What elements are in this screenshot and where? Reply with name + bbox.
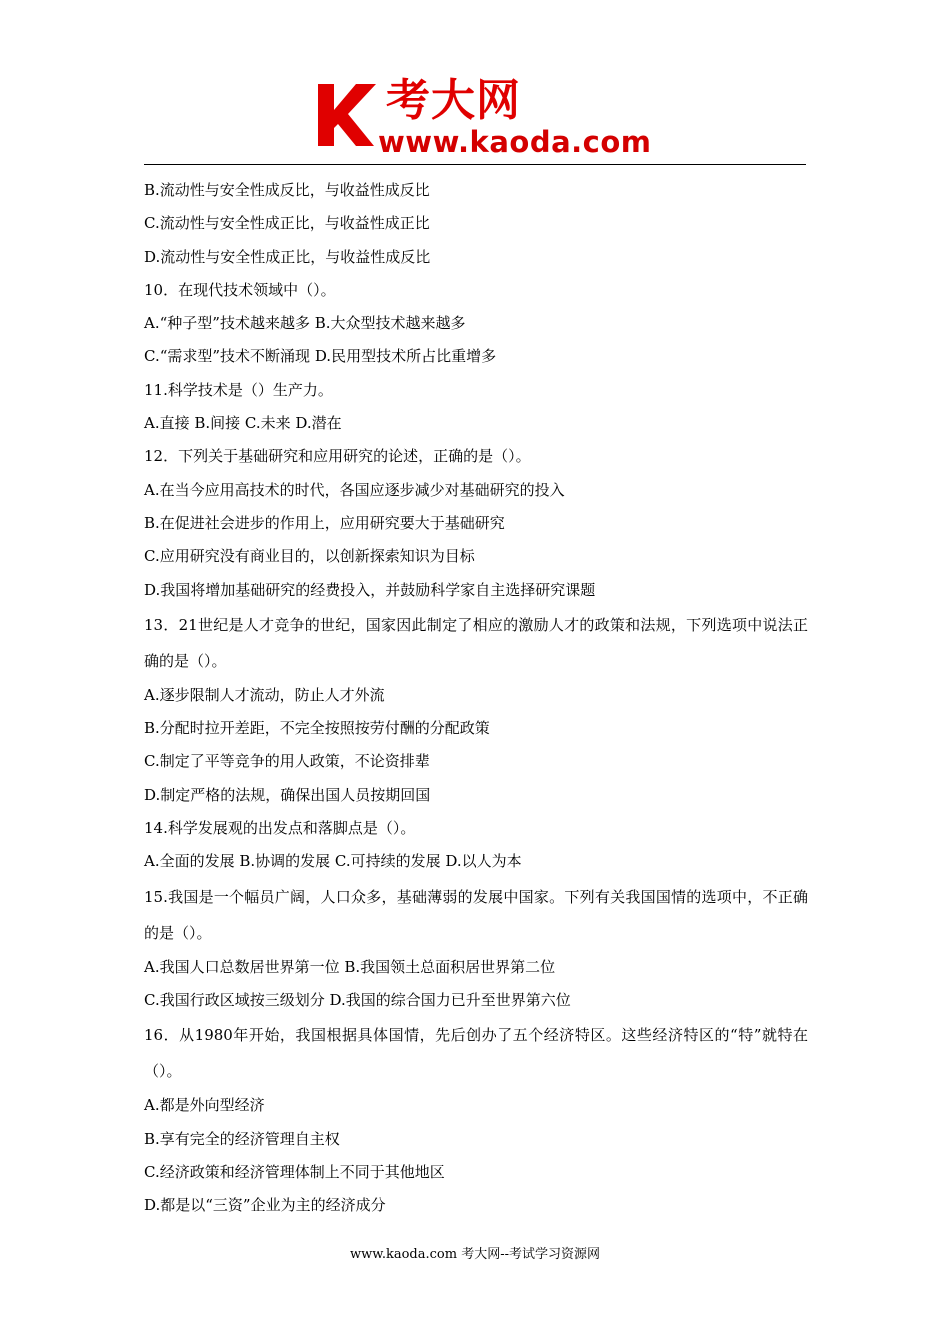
- option-line: C.“需求型”技术不断涌现 D.民用型技术所占比重增多: [144, 347, 497, 366]
- option-line: A.都是外向型经济: [144, 1096, 265, 1115]
- option-line: D.流动性与安全性成正比，与收益性成反比: [144, 247, 431, 266]
- option-line: B.流动性与安全性成反比，与收益性成反比: [144, 181, 430, 199]
- option-line: A.我国人口总数居世界第一位 B.我国领土总面积居世界第二位: [144, 957, 556, 976]
- question-line: 13．21世纪是人才竞争的世纪，国家因此制定了相应的激励人才的政策和法规，下列选项中说法正确的是（）。: [144, 615, 808, 670]
- option-line: A.全面的发展 B.协调的发展 C.可持续的发展 D.以人为本: [144, 852, 522, 871]
- option-line: C.应用研究没有商业目的，以创新探索知识为目标: [144, 547, 475, 566]
- page-header: [0, 0, 950, 170]
- header-divider: [144, 164, 806, 165]
- option-line: D.我国将增加基础研究的经费投入，并鼓励科学家自主选择研究课题: [144, 580, 596, 599]
- question-content: [144, 174, 808, 1222]
- question-line: 15.我国是一个幅员广阔，人口众多，基础薄弱的发展中国家。下列有关我国国情的选项中，不正确的是（）。: [144, 887, 808, 942]
- option-line: C.流动性与安全性成正比，与收益性成正比: [144, 214, 430, 233]
- logo-chinese-text: 考大网: [386, 75, 521, 126]
- question-line: 14.科学发展观的出发点和落脚点是（）。: [144, 819, 416, 838]
- option-line: C.制定了平等竞争的用人政策，不论资排辈: [144, 752, 430, 771]
- question-line: 11.科学技术是（）生产力。: [144, 380, 333, 399]
- option-line: A.“种子型”技术越来越多 B.大众型技术越来越多: [144, 314, 466, 333]
- option-line: D.制定严格的法规，确保出国人员按期回国: [144, 785, 431, 804]
- question-line: 16．从1980年开始，我国根据具体国情，先后创办了五个经济特区。这些经济特区的“特”就特在（）。: [144, 1026, 808, 1081]
- option-line: A.在当今应用高技术的时代，各国应逐步减少对基础研究的投入: [144, 480, 565, 499]
- page-footer: www.kaoda.com 考大网--考试学习资源网: [350, 1247, 600, 1262]
- logo-url-text: www.kaoda.com: [378, 125, 652, 159]
- logo-k-icon: [316, 80, 378, 148]
- option-line: A.逐步限制人才流动，防止人才外流: [144, 685, 385, 704]
- option-line: C.我国行政区域按三级划分 D.我国的综合国力已升至世界第六位: [144, 990, 571, 1009]
- option-line: B.分配时拉开差距，不完全按照按劳付酬的分配政策: [144, 719, 490, 738]
- question-line: 12．下列关于基础研究和应用研究的论述，正确的是（）。: [144, 447, 531, 466]
- option-line: D.都是以“三资”企业为主的经济成分: [144, 1196, 386, 1215]
- option-line: A.直接 B.间接 C.未来 D.潜在: [144, 414, 342, 433]
- option-line: B.在促进社会进步的作用上，应用研究要大于基础研究: [144, 513, 505, 532]
- option-line: C.经济政策和经济管理体制上不同于其他地区: [144, 1162, 445, 1181]
- question-line: 10．在现代技术领域中（）。: [144, 280, 336, 299]
- option-line: B.享有完全的经济管理自主权: [144, 1129, 340, 1148]
